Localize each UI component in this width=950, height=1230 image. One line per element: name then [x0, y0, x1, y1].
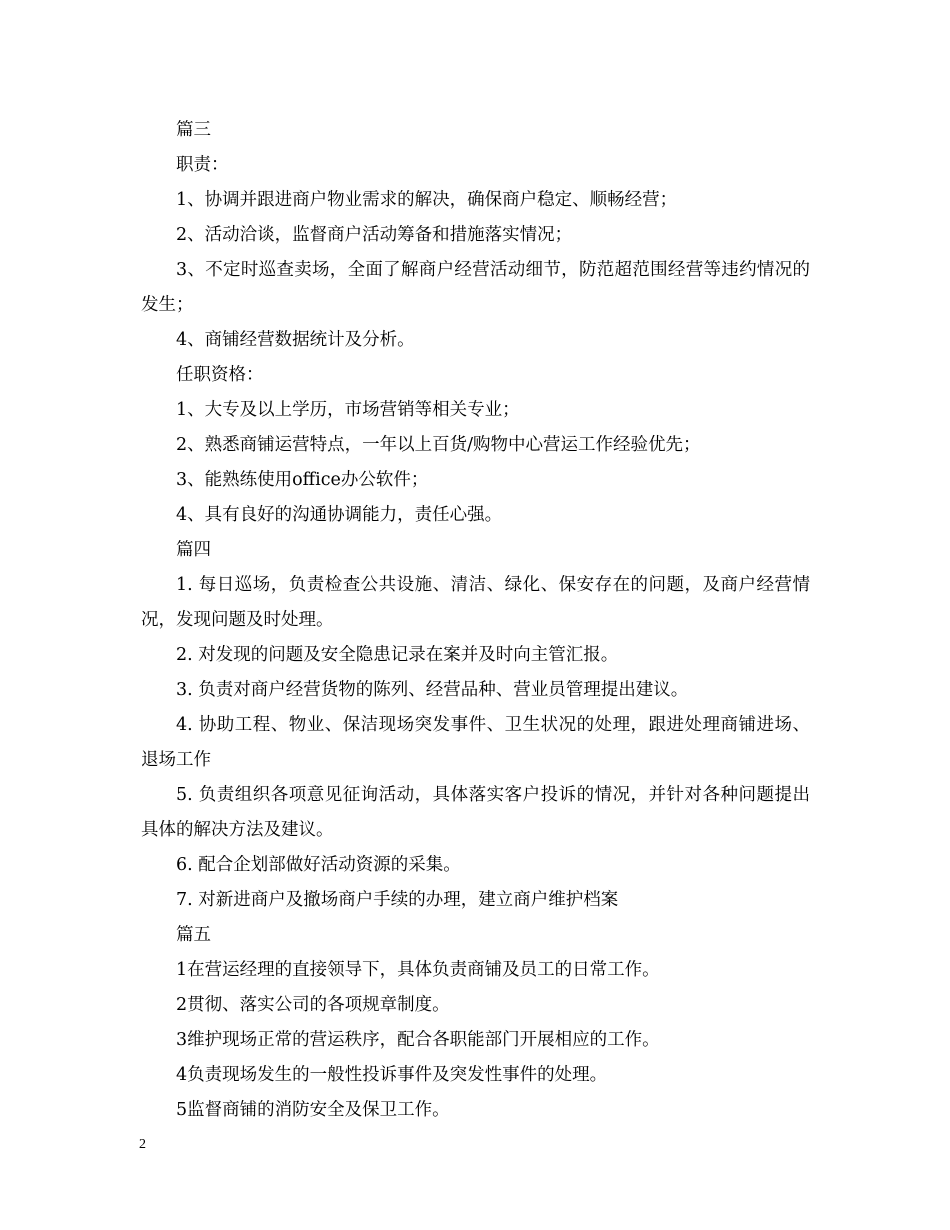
paragraph: 2贯彻、落实公司的各项规章制度。	[176, 995, 450, 1015]
paragraph: 1、大专及以上学历，市场营销等相关专业；	[176, 400, 520, 420]
paragraph: 篇三	[176, 120, 211, 140]
paragraph: 4. 协助工程、物业、保洁现场突发事件、卫生状况的处理，跟进处理商铺进场、退场工作	[141, 715, 810, 770]
paragraph: 任职资格：	[176, 365, 264, 385]
paragraph: 4、商铺经营数据统计及分析。	[176, 330, 415, 350]
paragraph: 5. 负责组织各项意见征询活动，具体落实客户投诉的情况，并针对各种问题提出具体的解决方法及建议。	[141, 785, 810, 840]
paragraph: 3维护现场正常的营运秩序，配合各职能部门开展相应的工作。	[176, 1030, 660, 1050]
paragraph: 1、协调并跟进商户物业需求的解决，确保商户稳定、顺畅经营；	[176, 190, 678, 210]
paragraph: 2、熟悉商铺运营特点，一年以上百货/购物中心营运工作经验优先；	[176, 435, 701, 455]
paragraph: 1. 每日巡场，负责检查公共设施、清洁、绿化、保安存在的问题，及商户经营情况，发现问题及时处理。	[141, 575, 810, 630]
paragraph: 1在营运经理的直接领导下，具体负责商铺及员工的日常工作。	[176, 960, 660, 980]
paragraph: 7. 对新进商户及撤场商户手续的办理，建立商户维护档案	[176, 890, 619, 910]
paragraph: 篇五	[176, 925, 211, 945]
paragraph: 4、具有良好的沟通协调能力，责任心强。	[176, 505, 503, 525]
document-body	[141, 113, 810, 1128]
paragraph: 3、不定时巡查卖场，全面了解商户经营活动细节，防范超范围经营等违约情况的发生；	[141, 260, 810, 315]
paragraph: 5监督商铺的消防安全及保卫工作。	[176, 1100, 450, 1120]
paragraph: 篇四	[176, 540, 211, 560]
page-number: 2	[139, 1137, 146, 1152]
paragraph: 职责：	[176, 155, 229, 175]
paragraph: 3. 负责对商户经营货物的陈列、经营品种、营业员管理提出建议。	[176, 680, 689, 700]
paragraph: 3、能熟练使用office办公软件；	[176, 470, 429, 490]
paragraph: 2、活动洽谈，监督商户活动筹备和措施落实情况；	[176, 225, 573, 245]
paragraph: 4负责现场发生的一般性投诉事件及突发性事件的处理。	[176, 1065, 608, 1085]
paragraph: 6. 配合企划部做好活动资源的采集。	[176, 855, 461, 875]
paragraph: 2. 对发现的问题及安全隐患记录在案并及时向主管汇报。	[176, 645, 619, 665]
